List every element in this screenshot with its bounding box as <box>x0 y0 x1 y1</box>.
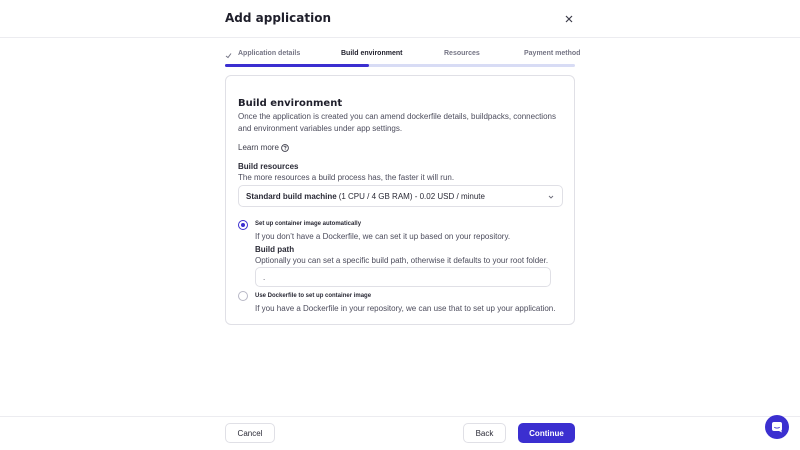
close-icon <box>565 15 573 23</box>
check-icon <box>225 52 232 59</box>
step-application-details[interactable]: Application details <box>238 50 301 57</box>
build-resources-title: Build resources <box>238 162 299 171</box>
option-auto-title: Set up container image automatically <box>255 221 362 227</box>
learn-more-label: Learn more <box>238 143 279 152</box>
continue-button[interactable]: Continue <box>518 423 575 443</box>
back-button[interactable]: Back <box>463 423 506 443</box>
modal-header <box>0 0 800 38</box>
radio-auto-setup[interactable] <box>238 220 248 230</box>
modal-footer <box>0 416 800 450</box>
progress-bar <box>225 64 575 67</box>
learn-more-link[interactable] <box>238 143 289 152</box>
build-machine-select[interactable] <box>238 185 563 207</box>
progress-fill <box>225 64 369 67</box>
option-auto-description: If you don’t have a Dockerfile, we can set it up based on your repository. <box>255 232 511 241</box>
step-resources[interactable]: Resources <box>444 50 480 57</box>
step-payment-method[interactable]: Payment method <box>524 50 581 57</box>
step-build-environment[interactable]: Build environment <box>341 50 403 57</box>
build-path-label: Build path <box>255 245 295 254</box>
section-title: Build environment <box>238 98 343 109</box>
build-machine-detail: (1 CPU / 4 GB RAM) - 0.02 USD / minute <box>338 191 485 201</box>
build-machine-name: Standard build machine <box>246 191 337 201</box>
chat-icon <box>771 421 783 433</box>
help-icon <box>281 144 289 152</box>
radio-dockerfile[interactable] <box>238 291 248 301</box>
build-environment-card <box>225 75 575 325</box>
build-path-input[interactable] <box>255 267 551 287</box>
build-resources-description: The more resources a build process has, the faster it will run. <box>238 173 455 182</box>
cancel-button[interactable]: Cancel <box>225 423 275 443</box>
option-dockerfile-title: Use Dockerfile to set up container image <box>255 293 372 299</box>
section-description: Once the application is created you can amend dockerfile details, buildpacks, connections and environment variables under app settings. <box>238 112 556 133</box>
close-button[interactable] <box>561 11 577 27</box>
modal-title: Add application <box>225 11 331 25</box>
chat-widget-button[interactable] <box>765 415 789 439</box>
option-dockerfile-description: If you have a Dockerfile in your repository, we can use that to set up your application. <box>255 304 556 313</box>
build-path-description: Optionally you can set a specific build path, otherwise it defaults to your root folder. <box>255 256 549 265</box>
chevron-down-icon <box>548 194 554 200</box>
